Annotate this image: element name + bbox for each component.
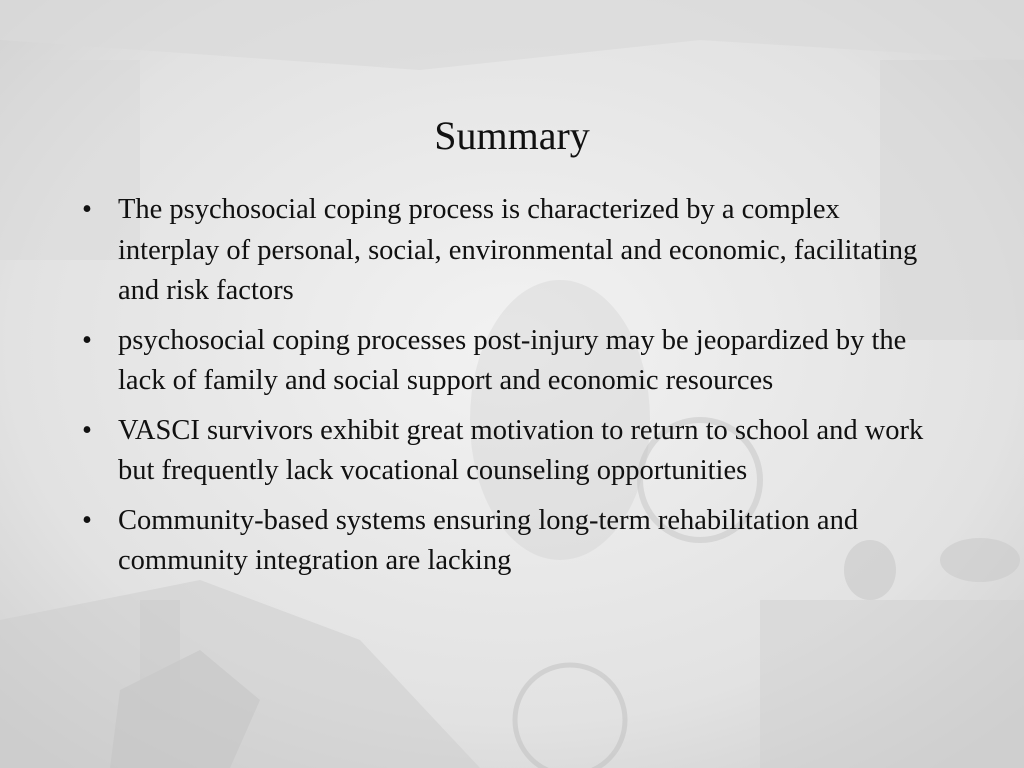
bullet-item-2 <box>82 321 942 402</box>
bullet-text: The psychosocial coping process is characterized by a complex interplay of personal, social, environmental and economic, facilitating and risk factors <box>118 194 918 306</box>
bullet-item-3 <box>82 411 942 492</box>
bullet-item-1 <box>82 190 942 312</box>
slide-title: Summary <box>434 113 590 158</box>
bullet-glyph: • <box>82 324 92 356</box>
bullet-list <box>82 190 942 591</box>
bullet-item-4 <box>82 501 942 582</box>
bullet-text: Community-based systems ensuring long-term rehabilitation and community integration are lacking <box>118 504 859 576</box>
bullet-text: VASCI survivors exhibit great motivation to return to school and work but frequently lack vocational counseling opportunities <box>118 414 924 486</box>
bullet-glyph: • <box>82 194 92 225</box>
bullet-glyph: • <box>82 414 92 446</box>
bullet-text: psychosocial coping processes post-injury may be jeopardized by the lack of family and social support and economic resources <box>118 324 907 396</box>
bullet-glyph: • <box>82 504 92 536</box>
